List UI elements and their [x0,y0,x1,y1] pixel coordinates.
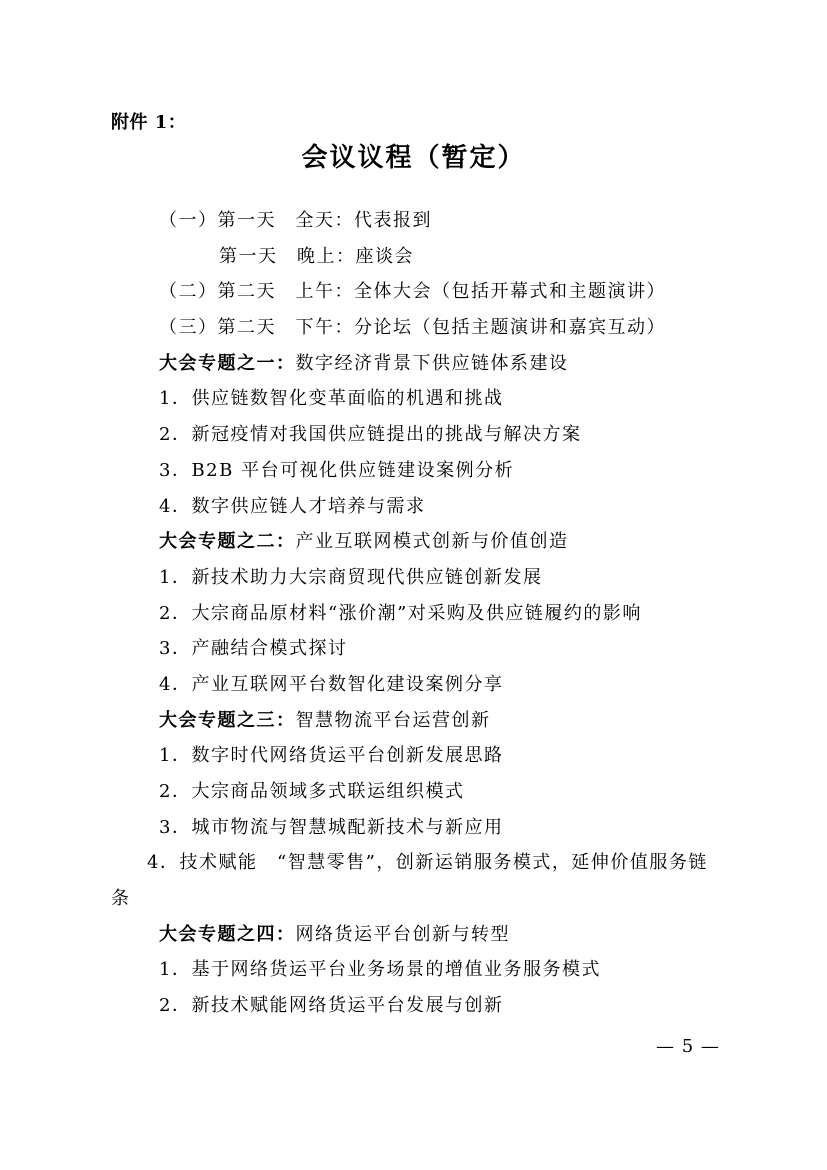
topic-label: 大会专题之四： [159,923,296,945]
list-item: 2．新冠疫情对我国供应链提出的挑战与解决方案 [159,424,582,446]
list-item: 1．基于网络货运平台业务场景的增值业务服务模式 [159,959,601,981]
list-item: 4．数字供应链人才培养与需求 [159,495,426,517]
topic-title: 数字经济背景下供应链体系建设 [295,352,569,374]
list-item: 3．城市物流与智慧城配新技术与新应用 [159,816,504,838]
list-item: 3．B2B 平台可视化供应链建设案例分析 [159,459,515,481]
topic-title: 产业互联网模式创新与价值创造 [295,531,569,553]
topic-heading [111,703,716,739]
list-item: 4．技术赋能 “智慧零售”，创新运销服务模式，延伸价值服务链条 [111,852,708,910]
topic-title: 智慧物流平台运营创新 [295,709,491,731]
topic-label: 大会专题之二： [159,531,296,553]
schedule-item: （二）第二天 上午：全体大会（包括开幕式和主题演讲） [159,281,666,303]
list-item: 4．产业互联网平台数智化建设案例分享 [159,673,504,695]
list-item: 1．新技术助力大宗商贸现代供应链创新发展 [159,566,543,588]
topic-label: 大会专题之一： [159,352,296,374]
page-number: — 5 — [656,1036,720,1057]
list-item: 1．数字时代网络货运平台创新发展思路 [159,745,504,767]
list-item: 3．产融结合模式探讨 [159,638,348,660]
agenda-body [111,203,716,1024]
list-item: 2．大宗商品原材料“涨价潮”对采购及供应链履约的影响 [159,602,642,624]
list-item: 2．新技术赋能网络货运平台发展与创新 [159,995,504,1017]
topic-heading [111,524,716,560]
list-item: 2．大宗商品领域多式联运组织模式 [159,781,465,802]
schedule-item: 第一天 晚上：座谈会 [219,245,414,267]
topic-title: 网络货运平台创新与转型 [295,923,510,945]
schedule-item: （三）第二天 下午：分论坛（包括主题演讲和嘉宾互动） [159,317,666,339]
list-item: 1．供应链数智化变革面临的机遇和挑战 [159,388,504,410]
schedule-item: （一）第一天 全天：代表报到 [159,210,432,231]
topic-label: 大会专题之三： [159,709,296,731]
topic-heading [111,917,716,953]
topic-heading [111,346,716,382]
page-title: 会议议程（暂定） [301,143,526,173]
attachment-label: 附件 1： [111,112,187,133]
